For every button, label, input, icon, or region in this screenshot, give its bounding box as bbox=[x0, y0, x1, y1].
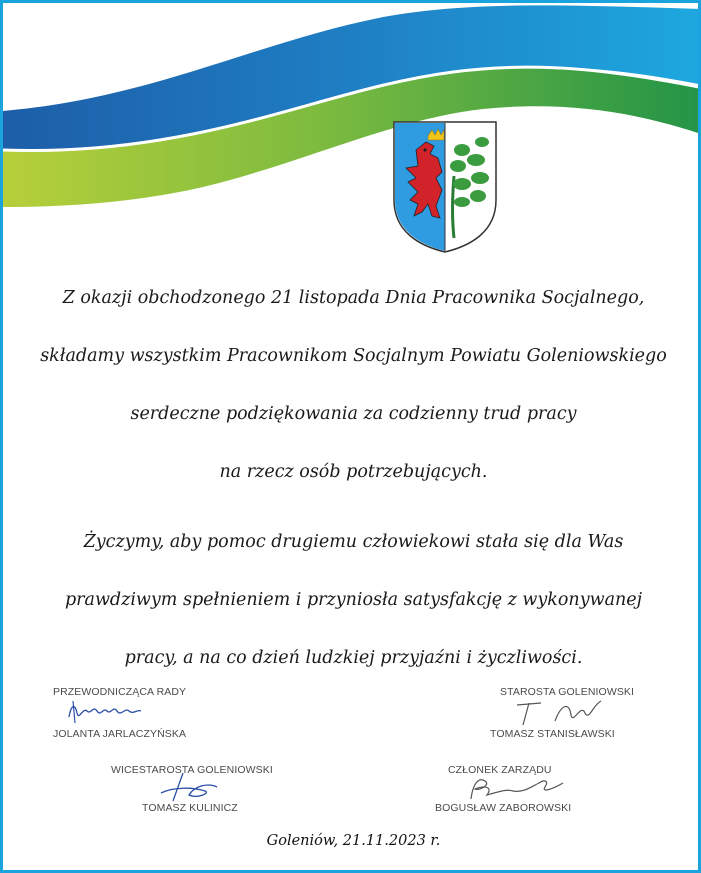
coat-of-arms-icon bbox=[392, 120, 498, 254]
message-line: serdeczne podziękowania za codzienny trud pracy bbox=[130, 404, 577, 424]
message-line: pracy, a na co dzień ludzkiej przyjaźni i życzliwości. bbox=[124, 648, 583, 668]
message-line: Z okazji obchodzonego 21 listopada Dnia Pracownika Socjalnego, bbox=[62, 288, 645, 308]
signatory-name-council-chair: JOLANTA JARLACZYŃSKA bbox=[53, 728, 187, 740]
signatory-title-board-member: CZŁONEK ZARZĄDU bbox=[448, 764, 552, 776]
date-place: Goleniów, 21.11.2023 r. bbox=[266, 833, 441, 849]
handwritten-signature bbox=[65, 697, 145, 727]
handwritten-signature bbox=[511, 695, 611, 729]
signatory-name-starosta: TOMASZ STANISŁAWSKI bbox=[490, 728, 615, 740]
message-line: Życzymy, aby pomoc drugiemu człowiekowi stała się dla Was bbox=[83, 532, 624, 552]
message-line: na rzecz osób potrzebujących. bbox=[219, 462, 488, 482]
message-line: składamy wszystkim Pracownikom Socjalnym Powiatu Goleniowskiego bbox=[40, 346, 667, 366]
handwritten-signature bbox=[153, 769, 233, 805]
header-wave-decoration bbox=[3, 3, 701, 213]
signatory-title-starosta: STAROSTA GOLENIOWSKI bbox=[500, 686, 635, 698]
message-line: prawdziwym spełnieniem i przyniosła satysfakcję z wykonywanej bbox=[64, 590, 643, 610]
signatory-title-council-chair: PRZEWODNICZĄCA RADY bbox=[53, 686, 187, 698]
signatory-title-vice-starosta: WICESTAROSTA GOLENIOWSKI bbox=[111, 764, 273, 776]
signatory-name-board-member: BOGUSŁAW ZABOROWSKI bbox=[435, 802, 572, 814]
greeting-message bbox=[3, 275, 701, 693]
signatory-name-vice-starosta: TOMASZ KULINICZ bbox=[142, 802, 238, 814]
handwritten-signature bbox=[461, 769, 571, 805]
